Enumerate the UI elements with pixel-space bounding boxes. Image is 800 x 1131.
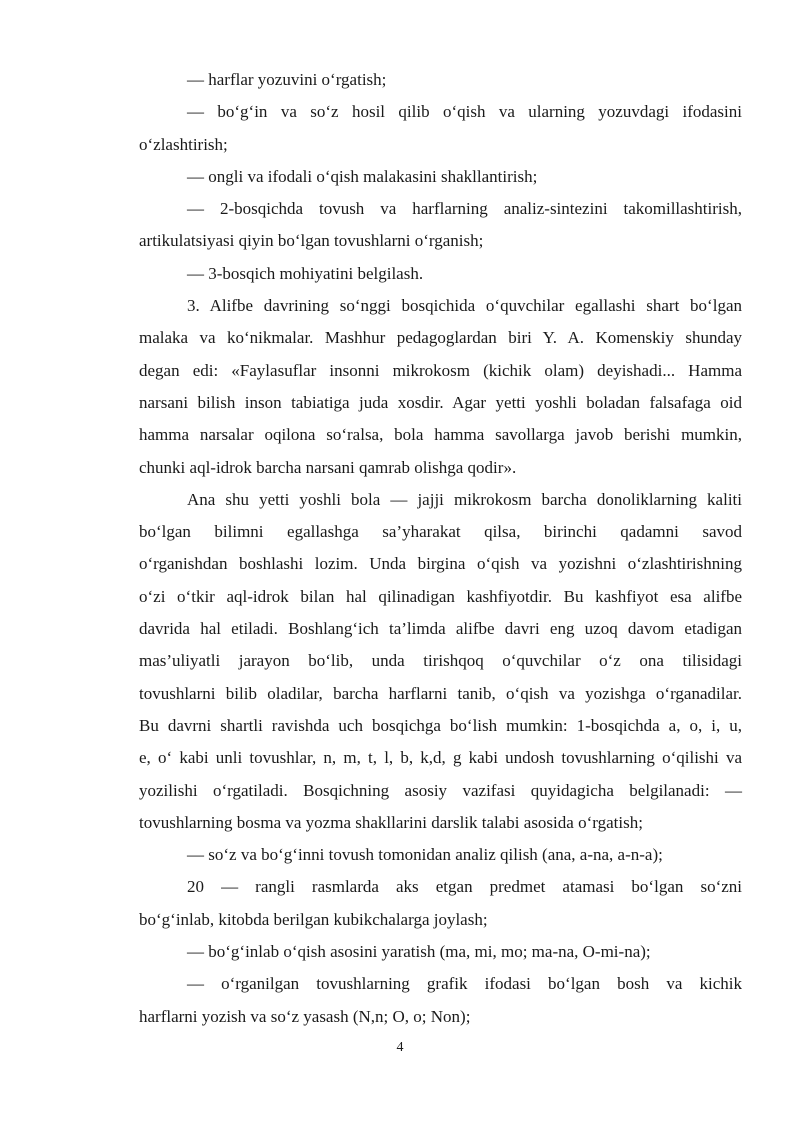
text-line: tovushlarni bilib oladilar, barcha harflarni tanib, o‘qish va yozishga o‘rganadilar. bbox=[139, 683, 742, 703]
text-line: e, o‘ kabi unli tovushlar, n, m, t, l, b, k,d, g kabi undosh tovushlarning o‘qilishi va bbox=[139, 748, 742, 768]
text-line: Bu davrni shartli ravishda uch bosqichga bo‘lish mumkin: 1-bosqichda a, o, i, u, bbox=[139, 715, 742, 735]
text-line: davrida hal etiladi. Boshlang‘ich ta’limda alifbe davri eng uzoq davom etadigan bbox=[139, 619, 742, 639]
text-line: bo‘lgan bilimni egallashga sa’yharakat qilsa, birinchi qadamni savod bbox=[139, 522, 742, 542]
text-line: bo‘g‘inlab, kitobda berilgan kubikchalarga joylash; bbox=[139, 909, 488, 929]
text-line: 20 — rangli rasmlarda aks etgan predmet atamasi bo‘lgan so‘zni bbox=[187, 877, 742, 897]
text-line: narsani bilish inson tabiatiga juda xosdir. Agar yetti yoshli boladan falsafaga oid bbox=[139, 392, 742, 412]
text-line: chunki aql-idrok barcha narsani qamrab olishga qodir». bbox=[139, 457, 517, 477]
text-line: harflarni yozish va so‘z yasash (N,n; O, o; Non); bbox=[139, 1006, 471, 1026]
text-line: Ana shu yetti yoshli bola — jajji mikrokosm barcha donoliklarning kaliti bbox=[187, 489, 742, 509]
page-number: 4 bbox=[396, 1040, 404, 1055]
text-line: — o‘rganilgan tovushlarning grafik ifodasi bo‘lgan bosh va kichik bbox=[187, 974, 742, 994]
document-body bbox=[139, 64, 742, 1033]
text-line: — 3-bosqich mohiyatini belgilash. bbox=[187, 263, 424, 283]
text-line: — so‘z va bo‘g‘inni tovush tomonidan analiz qilish (ana, a-na, a-n-a); bbox=[187, 845, 663, 865]
text-line: — 2-bosqichda tovush va harflarning analiz-sintezini takomillashtirish, bbox=[187, 199, 742, 219]
text-line: artikulatsiyasi qiyin bo‘lgan tovushlarni o‘rganish; bbox=[139, 231, 484, 251]
text-line: o‘rganishdan boshlashi lozim. Unda birgina o‘qish va yozishni o‘zlashtirishning bbox=[139, 554, 742, 574]
text-line: yozilishi o‘rgatiladi. Bosqichning asosiy vazifasi quyidagicha belgilanadi: — bbox=[139, 780, 742, 800]
text-line: degan edi: «Faylasuflar insonni mikrokosm (kichik olam) deyishadi... Hamma bbox=[139, 360, 742, 380]
text-line: o‘zi o‘tkir aql-idrok bilan hal qilinadigan kashfiyotdir. Bu kashfiyot esa alifbe bbox=[139, 586, 742, 606]
text-line: 3. Alifbe davrining so‘nggi bosqichida o‘quvchilar egallashi shart bo‘lgan bbox=[187, 296, 742, 316]
text-line: — ongli va ifodali o‘qish malakasini shakllantirish; bbox=[187, 166, 538, 186]
text-line: mas’uliyatli jarayon bo‘lib, unda tirishqoq o‘quvchilar o‘z ona tilisidagi bbox=[139, 651, 742, 671]
text-line: o‘zlashtirish; bbox=[139, 134, 228, 154]
text-line: — bo‘g‘in va so‘z hosil qilib o‘qish va ularning yozuvdagi ifodasini bbox=[187, 102, 742, 122]
text-line: — bo‘g‘inlab o‘qish asosini yaratish (ma, mi, mo; ma-na, O-mi-na); bbox=[187, 942, 651, 962]
text-line: malaka va ko‘nikmalar. Mashhur pedagoglardan biri Y. A. Komenskiy shunday bbox=[139, 328, 742, 348]
text-line: hamma narsalar oqilona so‘ralsa, bola hamma savollarga javob berishi mumkin, bbox=[139, 425, 742, 445]
text-line: — harflar yozuvini o‘rgatish; bbox=[187, 70, 387, 89]
text-line: tovushlarning bosma va yozma shakllarini darslik talabi asosida o‘rgatish; bbox=[139, 812, 643, 832]
